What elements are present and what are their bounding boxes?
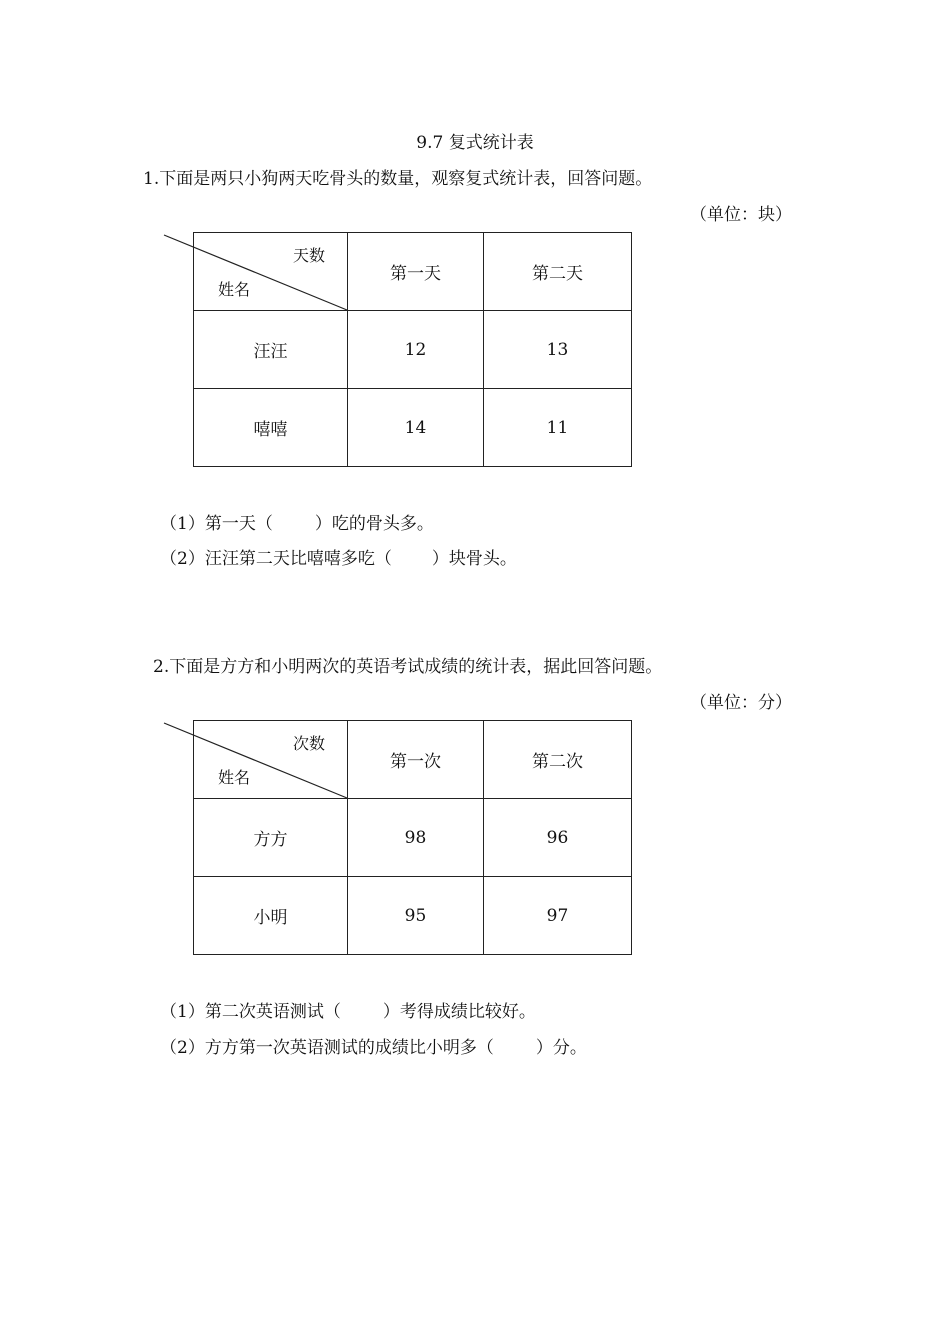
value-cell: 96: [484, 799, 632, 877]
question-1-table: [193, 232, 632, 467]
question-1-sub-2: （2）汪汪第二天比嘻嘻多吃（ ）块骨头。: [160, 549, 517, 569]
row-name-cell: 汪汪: [194, 311, 348, 389]
value-cell: 11: [484, 389, 632, 467]
table-row: [194, 799, 632, 877]
corner-top-label: 次数: [292, 734, 325, 753]
question-2-sub-2: （2）方方第一次英语测试的成绩比小明多（ ）分。: [160, 1038, 587, 1058]
row-name-cell: 嘻嘻: [194, 389, 348, 467]
row-name-cell: 小明: [194, 877, 348, 955]
table-row: [194, 877, 632, 955]
value-cell: 12: [348, 311, 484, 389]
question-2-prompt: 2.下面是方方和小明两次的英语考试成绩的统计表，据此回答问题。: [153, 657, 663, 677]
table-header-row: [194, 721, 632, 799]
value-cell: 95: [348, 877, 484, 955]
table-row: [194, 389, 632, 467]
column-header: 第一天: [348, 233, 484, 311]
page-title: 9.7 复式统计表: [416, 133, 534, 153]
question-1-prompt: 1.下面是两只小狗两天吃骨头的数量，观察复式统计表，回答问题。: [143, 169, 653, 189]
value-cell: 98: [348, 799, 484, 877]
table-corner-cell: [194, 233, 348, 311]
value-cell: 97: [484, 877, 632, 955]
table-row: [194, 311, 632, 389]
table-corner-cell: [194, 721, 348, 799]
question-1-sub-1: （1）第一天（ ）吃的骨头多。: [160, 514, 434, 534]
value-cell: 14: [348, 389, 484, 467]
corner-bottom-label: 姓名: [218, 280, 251, 299]
question-2-sub-1: （1）第二次英语测试（ ）考得成绩比较好。: [160, 1002, 536, 1022]
corner-bottom-label: 姓名: [218, 768, 251, 787]
corner-top-label: 天数: [292, 246, 325, 265]
question-2-table: [193, 720, 632, 955]
column-header: 第一次: [348, 721, 484, 799]
question-1-unit: （单位：块）: [690, 205, 792, 225]
column-header: 第二天: [484, 233, 632, 311]
row-name-cell: 方方: [194, 799, 348, 877]
table-header-row: [194, 233, 632, 311]
question-2-unit: （单位：分）: [690, 693, 792, 713]
value-cell: 13: [484, 311, 632, 389]
column-header: 第二次: [484, 721, 632, 799]
